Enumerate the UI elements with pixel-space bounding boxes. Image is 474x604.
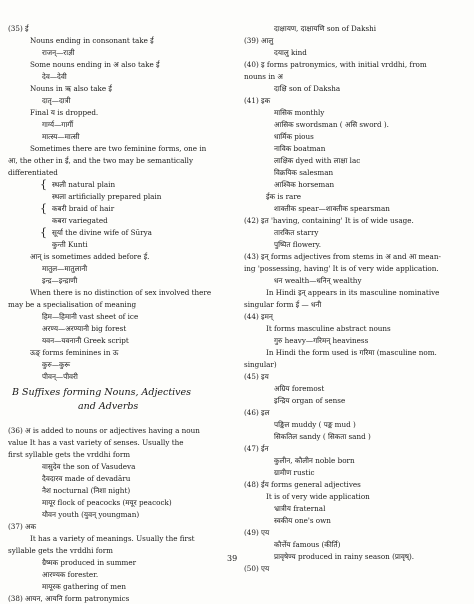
left-line: यौवन youth (युवन् youngman) [42, 510, 140, 519]
left-line: आ, the other in ई, and the two may be semantically [8, 156, 194, 165]
right-line: (50) एय [244, 564, 270, 573]
left-line: ग्रैष्मक produced in summer [42, 558, 137, 567]
right-line: नाविक boatman [274, 144, 326, 153]
left-line: मायूरक gathering of men [42, 582, 126, 591]
left-line: Some nouns ending in अ also take ई [30, 60, 160, 69]
right-line: भ्रात्रीय fraternal [274, 504, 326, 513]
left-line: (37) अक [8, 522, 37, 531]
right-line: (40) इ forms patronymics, with initial vrddhi, from [244, 60, 427, 69]
left-line: आरण्यक forester. [42, 570, 99, 579]
right-line: nouns in अ [244, 72, 283, 81]
right-line: प्रावृषेण्य produced in rainy season (प्रावृष्). [274, 552, 415, 561]
left-line: राजन्—राज्ञी [42, 48, 75, 57]
brace-group: { [40, 226, 47, 239]
page-number: 39 [227, 554, 238, 563]
right-line: धार्मिक pious [274, 132, 314, 141]
right-line: स्वकीय one's own [274, 516, 331, 525]
left-line: ऊङ् forms feminines in ऊ [30, 348, 119, 357]
right-line: विक्रयिक salesman [274, 168, 334, 177]
right-line: singular form ई — धनी [244, 300, 322, 309]
right-line: It forms masculine abstract nouns [266, 324, 391, 333]
left-line: स्थली natural plain [52, 180, 116, 189]
left-line: अरण्य—अरण्यानी big forest [42, 324, 127, 333]
right-line: It is of very wide application [266, 492, 370, 501]
right-line: आसिक swordsman ( असि sword ). [274, 120, 389, 129]
right-line: अग्रिय foremost [274, 384, 325, 393]
left-line: (35) ई [8, 24, 29, 33]
right-line: (39) आलु [244, 36, 274, 45]
right-line: आश्विक horseman [274, 180, 335, 189]
right-line: तारकित starry [274, 228, 319, 237]
left-line: वासुदेव the son of Vasudeva [42, 462, 136, 471]
left-line: कबरी braid of hair [52, 204, 115, 213]
left-line: differentiated [8, 168, 58, 177]
right-line: singular) [244, 360, 277, 369]
right-line: पङ्किल muddy ( पङ्क mud ) [274, 420, 356, 429]
left-line: (38) आयन, आयनि form patronymics [8, 594, 130, 603]
right-line: दाक्षायण, दाक्षायणि son of Dakshi [274, 24, 377, 33]
left-line: Nouns in ऋ also take ई [30, 84, 112, 93]
left-line: मायूर flock of peacocks (मयूर peacock) [42, 498, 172, 507]
left-line: कुन्ती Kunti [52, 240, 88, 249]
left-line: Final य is dropped. [30, 108, 99, 117]
right-line: कुलीन, कौलीन noble born [274, 456, 355, 465]
left-line: नैश nocturnal (निशा night) [42, 486, 131, 495]
left-line: It has a variety of meanings. Usually the first [30, 534, 195, 543]
right-line: लाक्षिक dyed with लाक्षा lac [274, 156, 361, 165]
left-line: कुरु—कुरू [42, 360, 71, 369]
right-line: (42) इत 'having, containing' It is of wide usage. [244, 216, 414, 225]
right-line: मासिक monthly [274, 108, 325, 117]
left-line: इन्द्र—इन्द्राणी [42, 276, 78, 285]
left-line: may be a specialisation of meaning [8, 300, 137, 309]
left-line: value It has a vast variety of senses. Usually the [8, 438, 184, 447]
left-line: यवन—यवनानी Greek script [42, 336, 129, 345]
right-line: (43) इन् forms adjectives from stems in अ and आ mean- [244, 252, 441, 261]
left-line: syllable gets the vrddhi form [8, 546, 113, 555]
brace-group: { [40, 202, 47, 215]
right-line: पुष्पित flowery. [274, 240, 322, 249]
right-line: दाक्षि son of Daksha [274, 84, 341, 93]
left-line: स्थला artificially prepared plain [52, 192, 162, 201]
right-line: (41) इक [244, 96, 271, 105]
left-line: Sometimes there are two feminine forms, one in [30, 144, 207, 153]
right-line: धन wealth—धनिन् wealthy [274, 276, 362, 285]
right-line: ing 'possessing, having' It is of very wide application. [244, 264, 439, 273]
right-line: दयालु kind [274, 48, 307, 57]
left-line: कबरा variegated [52, 216, 108, 225]
left_heading-line: B Suffixes forming Nouns, Adjectives [12, 388, 192, 398]
left-line: Nouns ending in consonant take ई [30, 36, 154, 45]
left-line: मातुल—मातुलानी [42, 264, 88, 273]
right-line: In Hindi इन् appears in its masculine nominative [266, 288, 440, 297]
left-line: (36) अ is added to nouns or adjectives having a noun [8, 426, 200, 435]
right-line: शाक्तीक spear—शाक्तीक spearsman [274, 204, 390, 213]
left-line: दातृ—दात्री [42, 96, 71, 105]
right-line: गुरु heavy—गरिमन् heaviness [274, 336, 369, 345]
right-line: (46) इल [244, 408, 270, 417]
right-line: (44) इमन् [244, 312, 273, 321]
left-line: When there is no distinction of sex involved there [30, 288, 212, 297]
brace-group: { [40, 178, 47, 191]
left-line: हिम—हिमानी vast sheet of ice [42, 312, 139, 321]
left-line: दैवदारव made of devadāru [42, 474, 131, 483]
right-line: इन्द्रिय organ of sense [274, 396, 346, 405]
right-line: (47) ईन [244, 444, 269, 453]
left_heading-line: and Adverbs [78, 402, 139, 412]
right-line: (45) इय [244, 372, 269, 381]
right-line: (48) ईय forms general adjectives [244, 480, 361, 489]
right-line: (49) एय [244, 528, 270, 537]
right-line: कौर्त्तेय famous (कीर्ति) [274, 540, 341, 549]
right-line: ग्रामीण rustic [274, 468, 315, 477]
right-line: ईक is rare [266, 192, 302, 201]
left-line: सूर्या the divine wife of Sūrya [52, 228, 152, 237]
right-line: सिकतिल sandy ( सिकता sand ) [274, 432, 371, 441]
left-line: पीवन्—पीवरी [42, 372, 78, 381]
left-line: आन् is sometimes added before ई. [30, 252, 150, 261]
left-line: देव—देवी [42, 72, 67, 81]
right-line: In Hindi the form used is गरिमा (masculine nom. [266, 348, 437, 357]
left-line: गार्ग्य—गार्गी [42, 120, 74, 129]
left-line: मात्स्य—मात्सी [42, 132, 80, 141]
left-line: first syllable gets the vrddhi form [8, 450, 131, 459]
